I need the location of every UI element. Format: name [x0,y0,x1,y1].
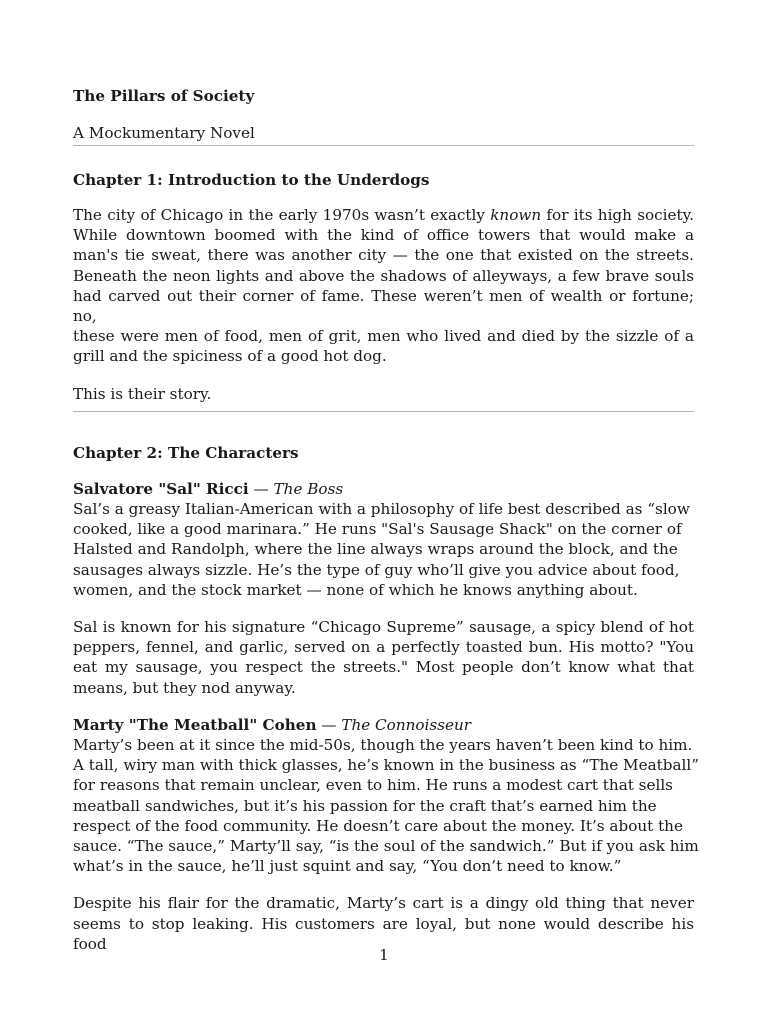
emphasis-known: known [490,206,542,224]
document-page [73,86,700,954]
character-heading: Salvatore "Sal" Ricci — The Boss [73,479,344,498]
paragraph-line: eat my sausage, you respect the streets." Most people don’t know what that [73,658,694,677]
paragraph-line: these were men of food, men of grit, men who lived and died by the sizzle of a [73,327,694,346]
paragraph-line: grill and the spiciness of a good hot dog. [73,347,387,366]
paragraph-line: Sal’s a greasy Italian-American with a philosophy of life best described as “slow [73,500,690,519]
paragraph-line: man's tie sweat, there was another city — the one that existed on the streets. [73,246,694,265]
paragraph-line: Despite his flair for the dramatic, Marty’s cart is a dingy old thing that never [73,894,694,913]
paragraph-line: peppers, fennel, and garlic, served on a perfectly toasted bun. His motto? "You [73,638,694,657]
paragraph-line: sausages always sizzle. He’s the type of guy who’ll give you advice about food, [73,560,680,579]
paragraph-line: women, and the stock market — none of which he knows anything about. [73,580,638,599]
paragraph-line: Marty’s been at it since the mid-50s, though the years haven’t been kind to him. [73,736,693,755]
paragraph-line: cooked, like a good marinara.” He runs "Sal's Sausage Shack" on the corner of [73,520,682,539]
character-heading: Marty "The Meatball" Cohen — The Connoisseur [73,715,472,734]
chapter-1-heading: Chapter 1: Introduction to the Underdogs [73,171,430,189]
paragraph-line: had carved out their corner of fame. These weren’t men of wealth or fortune; no, [73,286,694,326]
character-name: Salvatore "Sal" Ricci [73,479,249,498]
paragraph-line: Beneath the neon lights and above the shadows of alleyways, a few brave souls [73,266,694,285]
paragraph-line: what’s in the sauce, he’ll just squint and say, “You don’t need to know.” [73,857,622,876]
chapter-1-paragraph-2: This is their story. [73,384,212,403]
character-name: Marty "The Meatball" Cohen [73,715,317,734]
page-number: 1 [379,946,389,964]
document-title: The Pillars of Society [73,87,255,105]
paragraph-line: for reasons that remain unclear, even to him. He runs a modest cart that sells [73,776,673,795]
paragraph-line: A tall, wiry man with thick glasses, he’s known in the business as “The Meatball” [73,756,700,775]
chapter-1-paragraph-1 [73,205,694,367]
character-sal-paragraph-2 [73,617,694,698]
paragraph-line: Halsted and Randolph, where the line always wraps around the block, and the [73,540,678,559]
paragraph-line: While downtown boomed with the kind of office towers that would make a [73,226,694,245]
character-sal [73,479,694,600]
paragraph-line: Sal is known for his signature “Chicago Supreme” sausage, a spicy blend of hot [73,618,694,637]
character-marty [73,715,700,877]
section-divider [73,411,694,412]
paragraph-line: means, but they nod anyway. [73,678,296,697]
character-role: The Connoisseur [341,715,472,734]
section-divider [73,145,694,146]
chapter-2-heading: Chapter 2: The Characters [73,443,299,462]
paragraph-line: seems to stop leaking. His customers are loyal, but none would describe his food [73,914,694,953]
paragraph-line: respect of the food community. He doesn’t care about the money. It’s about the [73,816,683,835]
character-role: The Boss [273,479,344,498]
paragraph-line: sauce. “The sauce,” Marty’ll say, “is the soul of the sandwich.” But if you ask him [73,837,699,856]
paragraph-line: The city of Chicago in the early 1970s wasn’t exactly known for its high society. [73,206,695,224]
paragraph-line: meatball sandwiches, but it’s his passion for the craft that’s earned him the [73,796,657,815]
document-subtitle: A Mockumentary Novel [73,124,255,142]
